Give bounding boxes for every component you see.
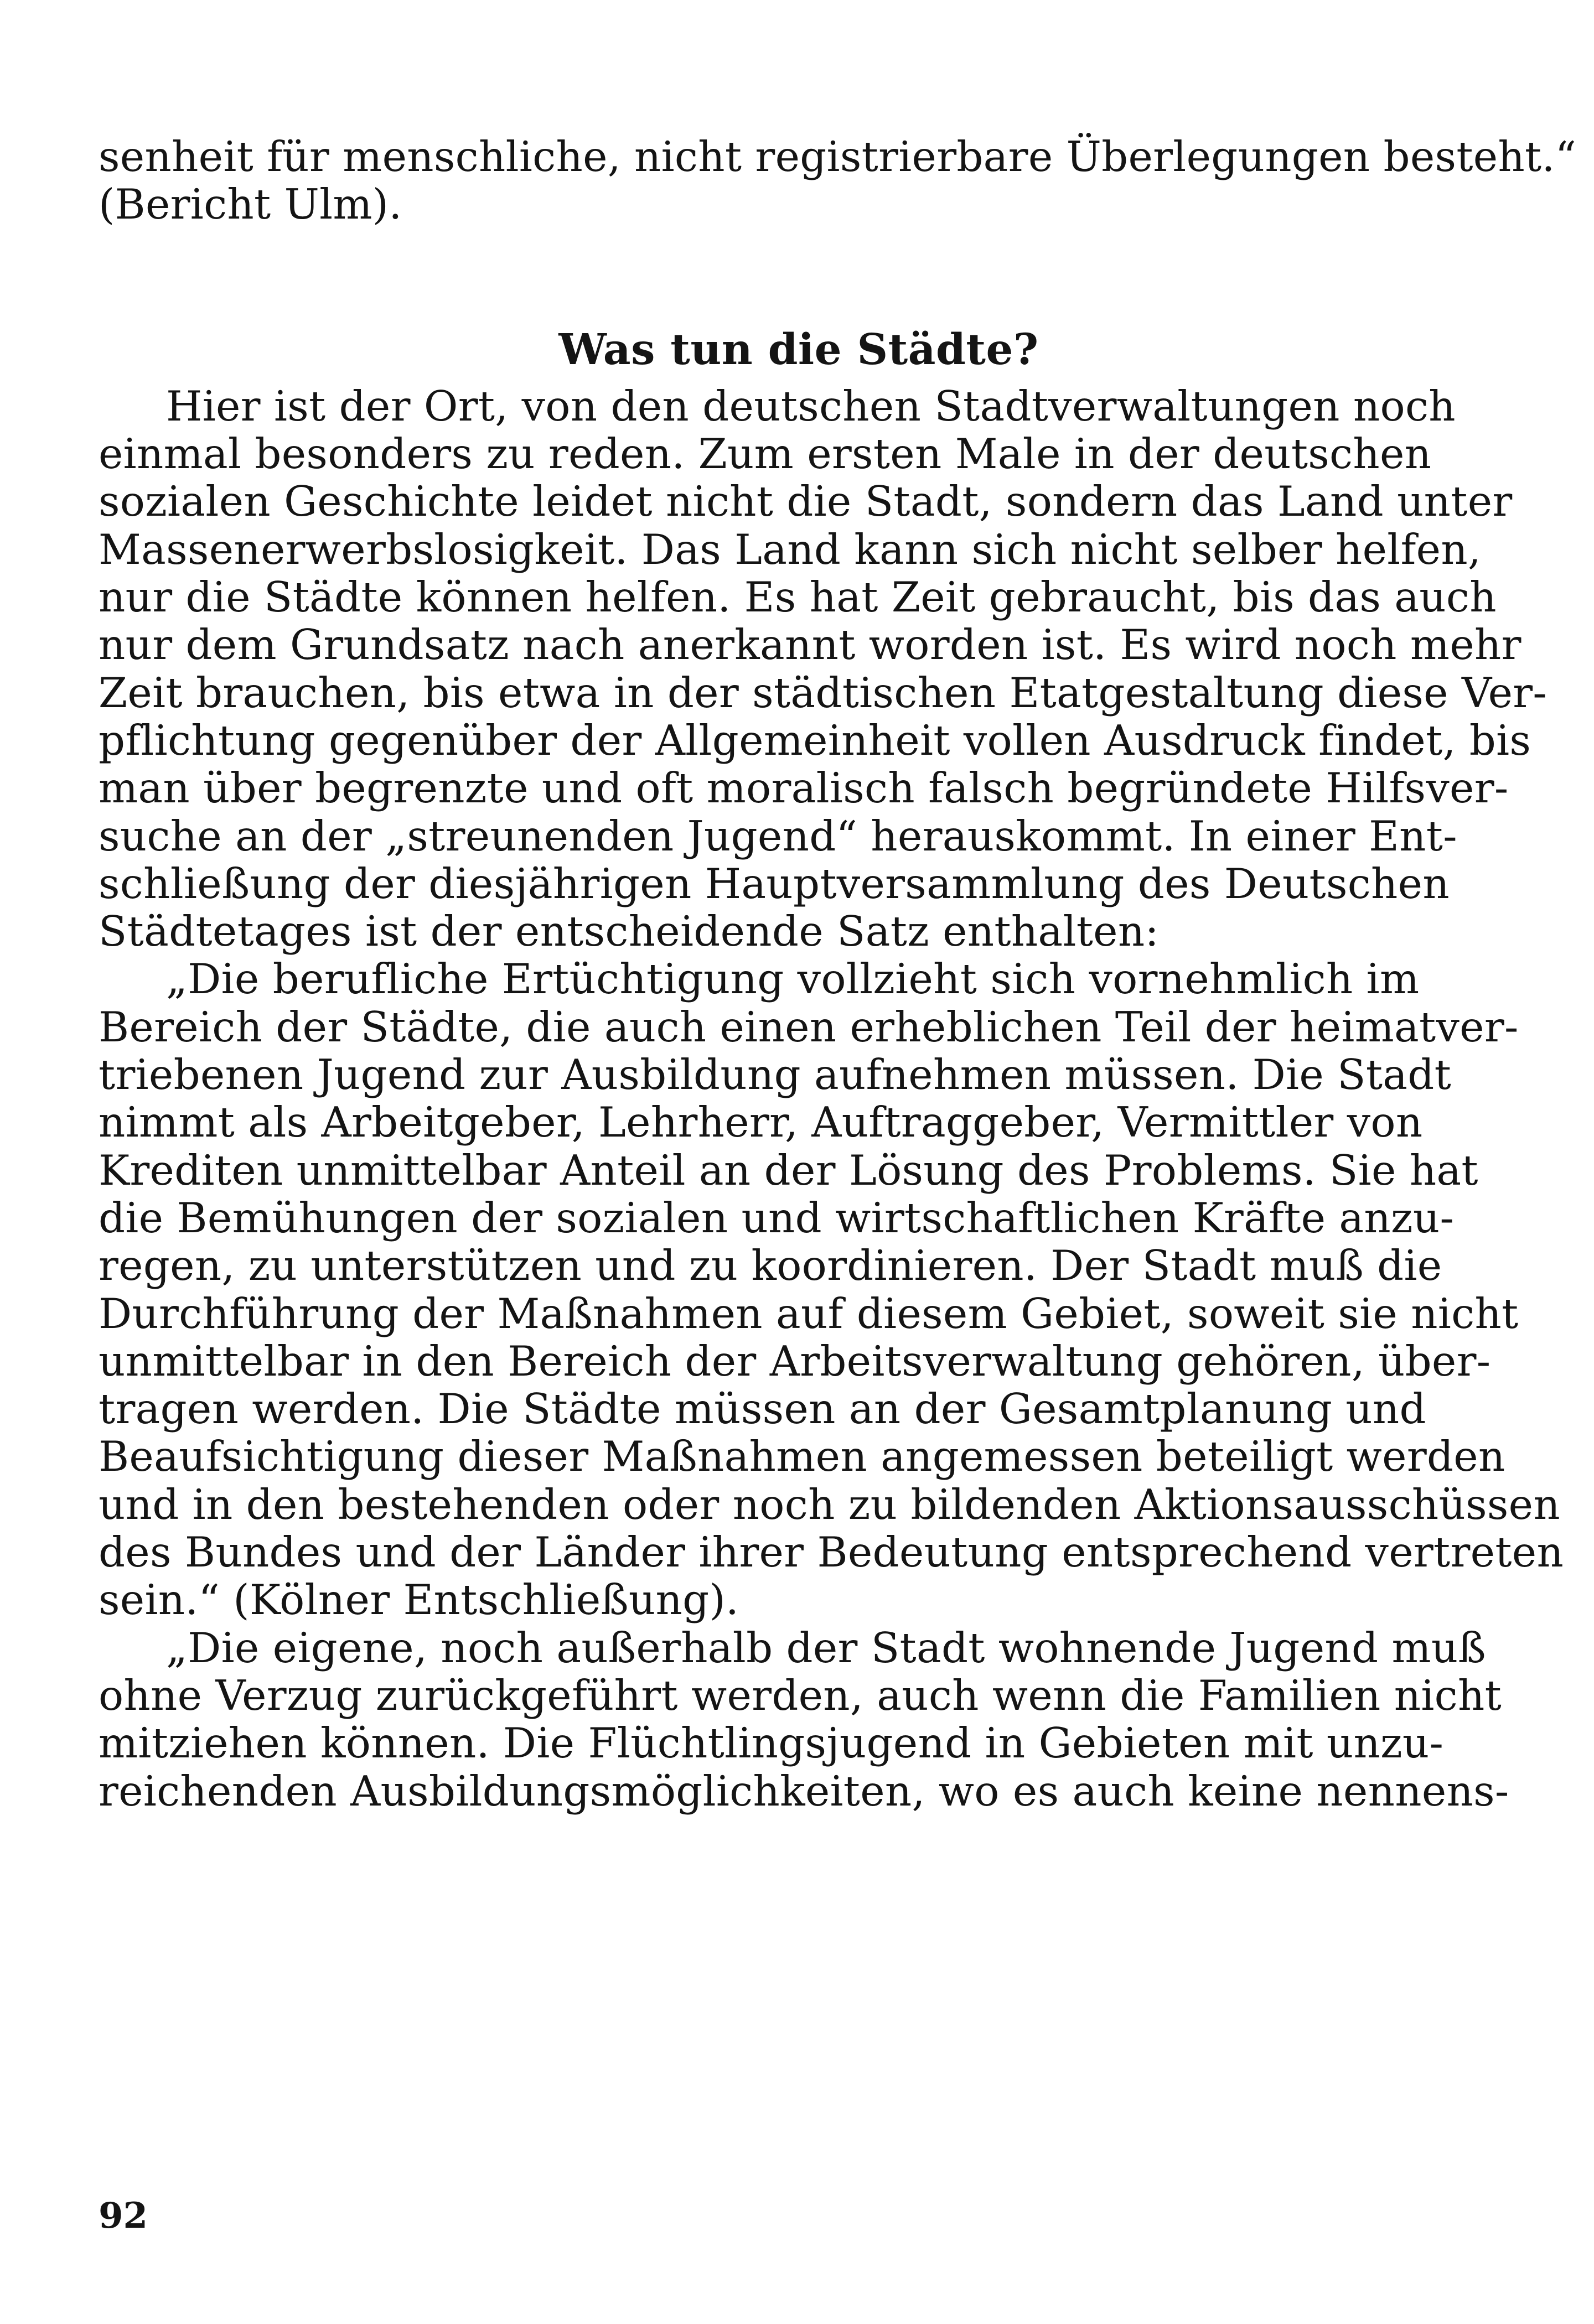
text-line: man über begrenzte und oft moralisch falsch begründete Hilfsver- xyxy=(99,764,1509,813)
paragraph-1 xyxy=(99,381,1548,956)
text-line: schließung der diesjährigen Hauptversammlung des Deutschen xyxy=(99,859,1450,908)
text-line: sein.“ (Kölner Entschließung). xyxy=(99,1575,739,1625)
text-line: regen, zu unterstützen und zu koordinieren. Der Stadt muß die xyxy=(99,1241,1442,1290)
text-line: nimmt als Arbeitgeber, Lehrherr, Auftraggeber, Vermittler von xyxy=(99,1098,1423,1147)
text-line: Bereich der Städte, die auch einen erheblichen Teil der heimatver- xyxy=(99,1002,1519,1051)
text-line: senheit für menschliche, nicht registrierbare Überlegungen besteht.“ xyxy=(99,132,1577,181)
text-line: Durchführung der Maßnahmen auf diesem Gebiet, soweit sie nicht xyxy=(99,1289,1519,1338)
text-line: suche an der „streunenden Jugend“ herauskommt. In einer Ent- xyxy=(99,811,1457,860)
text-line: Krediten unmittelbar Anteil an der Lösung des Problems. Sie hat xyxy=(99,1145,1478,1195)
text-line: nur die Städte können helfen. Es hat Zeit gebraucht, bis das auch xyxy=(99,573,1497,622)
text-line: Massenerwerbslosigkeit. Das Land kann sich nicht selber helfen, xyxy=(99,525,1482,574)
text-line: Beaufsichtigung dieser Maßnahmen angemessen beteiligt werden xyxy=(99,1432,1505,1481)
text-line: und in den bestehenden oder noch zu bildenden Aktionsausschüssen xyxy=(99,1480,1560,1529)
text-line: mitziehen können. Die Flüchtlingsjugend in Gebieten mit unzu- xyxy=(99,1719,1444,1768)
quote-paragraph-2 xyxy=(99,1623,1509,1815)
text-line: tragen werden. Die Städte müssen an der Gesamtplanung und xyxy=(99,1384,1426,1434)
text-line: pflichtung gegenüber der Allgemeinheit vollen Ausdruck findet, bis xyxy=(99,715,1531,765)
text-line: ohne Verzug zurückgeführt werden, auch wenn die Familien nicht xyxy=(99,1671,1502,1720)
text-line: einmal besonders zu reden. Zum ersten Male in der deutschen xyxy=(99,429,1432,479)
text-line: Zeit brauchen, bis etwa in der städtischen Etatgestaltung diese Ver- xyxy=(99,668,1548,717)
text-line: Hier ist der Ort, von den deutschen Stadtverwaltungen noch xyxy=(166,381,1456,430)
quote-paragraph-1 xyxy=(99,954,1564,1625)
intro-paragraph xyxy=(99,132,1577,229)
text-line: sozialen Geschichte leidet nicht die Stadt, sondern das Land unter xyxy=(99,477,1513,526)
document-page xyxy=(99,132,1577,1815)
text-line: die Bemühungen der sozialen und wirtschaftlichen Kräfte anzu- xyxy=(99,1193,1455,1242)
text-line: triebenen Jugend zur Ausbildung aufnehmen müssen. Die Stadt xyxy=(99,1050,1452,1099)
text-line: des Bundes und der Länder ihrer Bedeutung entsprechend vertreten xyxy=(99,1528,1564,1577)
text-line: „Die berufliche Ertüchtigung vollzieht sich vornehmlich im xyxy=(166,954,1420,1004)
text-line: unmittelbar in den Bereich der Arbeitsverwaltung gehören, über- xyxy=(99,1336,1491,1386)
text-line: nur dem Grundsatz nach anerkannt worden ist. Es wird noch mehr xyxy=(99,620,1521,670)
text-line: „Die eigene, noch außerhalb der Stadt wohnende Jugend muß xyxy=(166,1623,1486,1672)
page-number: 92 xyxy=(99,2195,148,2237)
section-heading: Was tun die Städte? xyxy=(558,324,1039,375)
text-line: reichenden Ausbildungsmöglichkeiten, wo es auch keine nennens- xyxy=(99,1766,1509,1815)
text-line: Städtetages ist der entscheidende Satz enthalten: xyxy=(99,907,1160,956)
text-line: (Bericht Ulm). xyxy=(99,180,402,229)
